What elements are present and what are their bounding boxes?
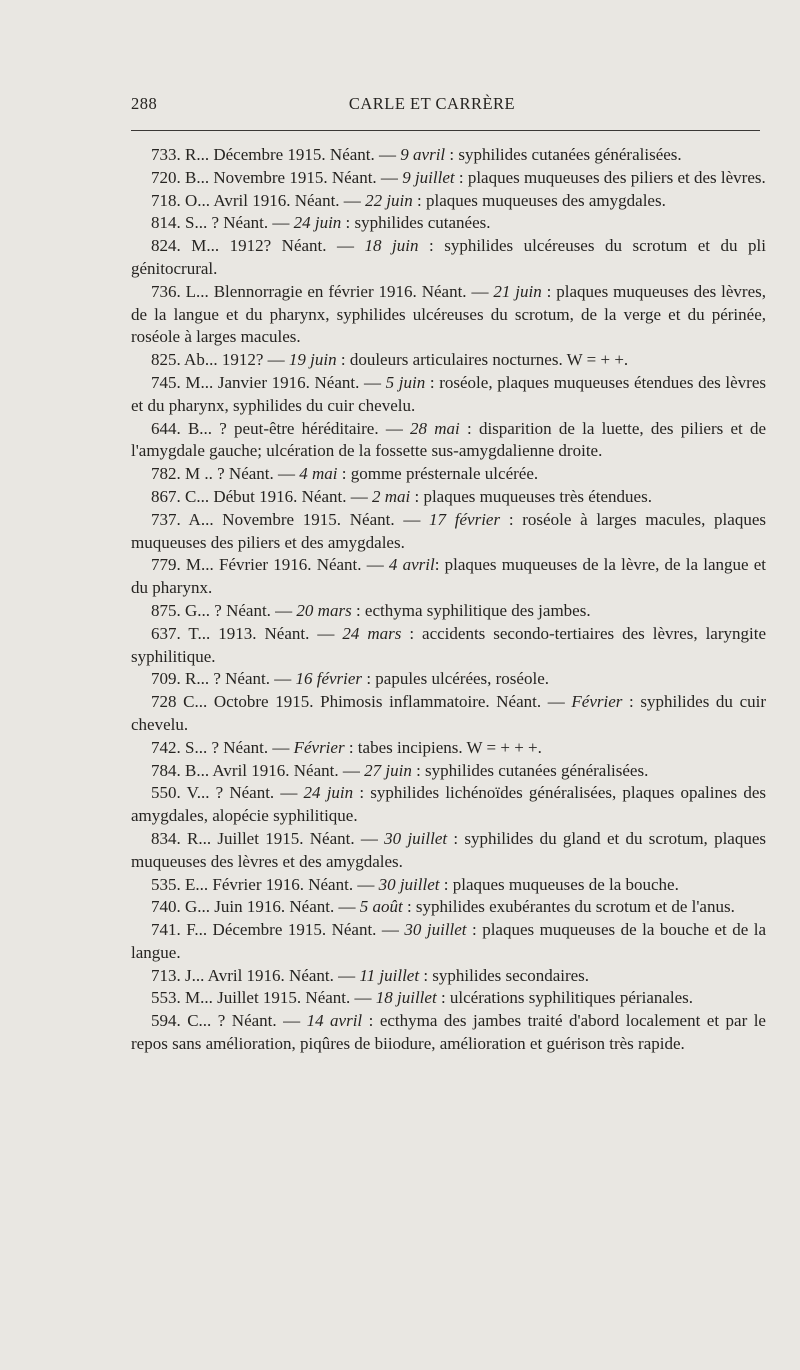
case-date: 22 juin xyxy=(365,190,413,210)
case-date: Février xyxy=(571,692,623,712)
case-lead: 594. C... ? Néant. — xyxy=(151,1011,307,1031)
case-lead: 834. R... Juillet 1915. Néant. — xyxy=(151,828,385,848)
case-date: 9 avril xyxy=(400,145,446,164)
case-entry xyxy=(131,737,766,760)
case-date: 16 février xyxy=(295,669,363,689)
case-entry xyxy=(131,760,766,783)
case-date: 4 avril xyxy=(388,555,435,575)
case-date: 24 juin xyxy=(303,783,354,803)
case-lead: 824. M... 1912? Néant. — xyxy=(151,236,365,256)
case-entry xyxy=(131,896,766,919)
case-findings: : gomme présternale ulcérée. xyxy=(337,464,539,484)
case-lead: 709. R... ? Néant. — xyxy=(151,669,296,689)
case-findings: : syphilides du cuir chevelu. xyxy=(131,692,766,734)
case-date: 5 août xyxy=(359,897,403,917)
case-findings: : ecthyma syphilitique des jambes. xyxy=(351,600,591,620)
case-date: 30 juillet xyxy=(404,920,467,940)
case-entry xyxy=(131,1010,766,1056)
case-findings: : syphilides lichénoïdes généralisées, plaques opalines des amygdales, alopécie syphilitique. xyxy=(131,783,767,826)
case-lead: 733. R... Décembre 1915. Néant. — xyxy=(151,145,401,164)
case-lead: 784. B... Avril 1916. Néant. — xyxy=(151,760,365,780)
case-entry xyxy=(131,919,766,965)
case-findings: : plaques muqueuses de la bouche et de la langue. xyxy=(131,920,766,962)
case-date: 24 juin xyxy=(293,213,342,233)
case-date: 4 mai xyxy=(299,464,338,484)
case-date: 18 juin xyxy=(364,236,419,256)
case-list xyxy=(131,144,766,1056)
case-entry xyxy=(131,281,766,349)
case-findings: : ulcérations syphilitiques périanales. xyxy=(436,988,694,1008)
case-entry xyxy=(131,987,766,1010)
case-findings: : syphilides ulcéreuses du scrotum et du pli génitocrural. xyxy=(131,236,766,278)
case-entry xyxy=(131,509,766,555)
case-entry xyxy=(131,372,766,418)
page-number: 288 xyxy=(131,94,158,113)
case-lead: 550. V... ? Néant. — xyxy=(151,783,304,803)
case-lead: 713. J... Avril 1916. Néant. — xyxy=(151,965,360,985)
case-findings: : syphilides secondaires. xyxy=(419,965,590,985)
case-findings: : douleurs articulaires nocturnes. W = + +. xyxy=(336,350,629,370)
case-lead: 728 C... Octobre 1915. Phimosis inflammatoire. Néant. — xyxy=(151,692,572,712)
case-lead: 741. F... Décembre 1915. Néant. — xyxy=(151,920,405,940)
case-date: 24 mars xyxy=(342,623,402,643)
case-findings: : plaques muqueuses des piliers et des lèvres. xyxy=(454,167,766,187)
case-date: 21 juin xyxy=(493,281,542,301)
case-entry xyxy=(131,212,766,235)
case-date: 2 mai xyxy=(371,486,411,506)
case-date: 14 avril xyxy=(306,1011,363,1031)
case-date: 9 juillet xyxy=(402,167,455,187)
case-findings: : roséole à larges macules, plaques muqueuses des piliers et des amygdales. xyxy=(131,509,766,552)
case-findings: : syphilides cutanées généralisées. xyxy=(411,760,649,780)
case-lead: 535. E... Février 1916. Néant. — xyxy=(151,874,379,894)
case-entry xyxy=(131,782,766,828)
case-entry xyxy=(131,486,766,509)
case-findings: : tabes incipiens. W = + + +. xyxy=(344,737,542,757)
running-title: CARLE ET CARRÈRE xyxy=(348,94,516,113)
case-findings: : plaques muqueuses de la bouche. xyxy=(439,874,679,894)
case-entry xyxy=(131,874,766,897)
case-entry xyxy=(131,668,766,691)
case-lead: 553. M... Juillet 1915. Néant. — xyxy=(151,988,376,1008)
case-lead: 718. O... Avril 1916. Néant. — xyxy=(151,190,366,210)
case-entry xyxy=(131,144,766,167)
case-entry xyxy=(131,965,766,988)
case-findings: : ecthyma des jambes traité d'abord localement et par le repos sans amélioration, piqûres de biiodure, amélioration et guérison très rapide. xyxy=(131,1011,766,1054)
case-entry xyxy=(131,600,766,623)
case-lead: 737. A... Novembre 1915. Néant. — xyxy=(151,509,430,529)
case-entry xyxy=(131,691,766,737)
case-lead: 782. M .. ? Néant. — xyxy=(151,464,300,484)
case-date: 27 juin xyxy=(364,760,412,780)
case-findings: : syphilides cutanées généralisées. xyxy=(445,145,682,164)
case-lead: 740. G... Juin 1916. Néant. — xyxy=(151,897,360,917)
case-lead: 637. T... 1913. Néant. — xyxy=(151,623,343,643)
case-entry xyxy=(131,418,766,464)
case-findings: : plaques muqueuses de la lèvre, de la langue et du pharynx. xyxy=(131,555,766,598)
header-rule xyxy=(131,130,760,131)
case-findings: : accidents secondo-tertiaires des lèvres, laryngite syphilitique. xyxy=(131,623,766,666)
case-date: 5 juin xyxy=(385,372,426,392)
case-date: 20 mars xyxy=(296,600,352,620)
case-date: Février xyxy=(293,737,345,757)
case-entry xyxy=(131,463,766,486)
case-findings: : roséole, plaques muqueuses étendues des lèvres et du pharynx, syphilides du cuir chevelu. xyxy=(131,372,766,415)
case-findings: : papules ulcérées, roséole. xyxy=(362,669,549,689)
case-date: 30 juillet xyxy=(378,874,440,894)
case-date: 19 juin xyxy=(288,350,337,370)
case-lead: 644. B... ? peut-être héréditaire. — xyxy=(151,418,411,438)
case-date: 30 juillet xyxy=(384,828,448,848)
case-entry xyxy=(131,349,766,372)
case-lead: 814. S... ? Néant. — xyxy=(151,213,294,233)
case-findings: : syphilides cutanées. xyxy=(341,213,491,233)
case-findings: : syphilides du gland et du scrotum, plaques muqueuses des lèvres et des amygdales. xyxy=(131,828,767,871)
case-entry xyxy=(131,554,766,600)
case-lead: 742. S... ? Néant. — xyxy=(151,737,294,757)
case-lead: 720. B... Novembre 1915. Néant. — xyxy=(151,167,403,187)
case-lead: 825. Ab... 1912? — xyxy=(151,350,289,370)
case-lead: 745. M... Janvier 1916. Néant. — xyxy=(151,372,386,392)
case-entry xyxy=(131,190,766,213)
case-findings: : plaques muqueuses des lèvres, de la langue et du pharynx, syphilides ulcéreuses du scrotum, de la verge et du périnée, roséole à larges macules. xyxy=(131,281,766,347)
case-date: 17 février xyxy=(429,509,501,529)
case-lead: 875. G... ? Néant. — xyxy=(151,600,297,620)
case-lead: 867. C... Début 1916. Néant. — xyxy=(151,486,372,506)
case-findings: : plaques muqueuses des amygdales. xyxy=(412,190,666,210)
page-header xyxy=(131,94,733,118)
case-findings: : plaques muqueuses très étendues. xyxy=(410,486,652,506)
case-findings: : disparition de la luette, des piliers et de l'amygdale gauche; ulcération de la fossette sus-amygdalienne droite. xyxy=(131,418,767,461)
case-lead: 779. M... Février 1916. Néant. — xyxy=(151,555,389,575)
case-lead: 736. L... Blennorragie en février 1916. Néant. — xyxy=(151,281,494,301)
case-findings: : syphilides exubérantes du scrotum et de l'anus. xyxy=(402,897,735,917)
case-date: 28 mai xyxy=(410,418,460,438)
case-date: 18 juillet xyxy=(375,988,437,1008)
case-entry xyxy=(131,235,766,281)
case-entry xyxy=(131,167,766,190)
case-date: 11 juillet xyxy=(359,965,420,985)
case-entry xyxy=(131,623,766,669)
case-entry xyxy=(131,828,766,874)
